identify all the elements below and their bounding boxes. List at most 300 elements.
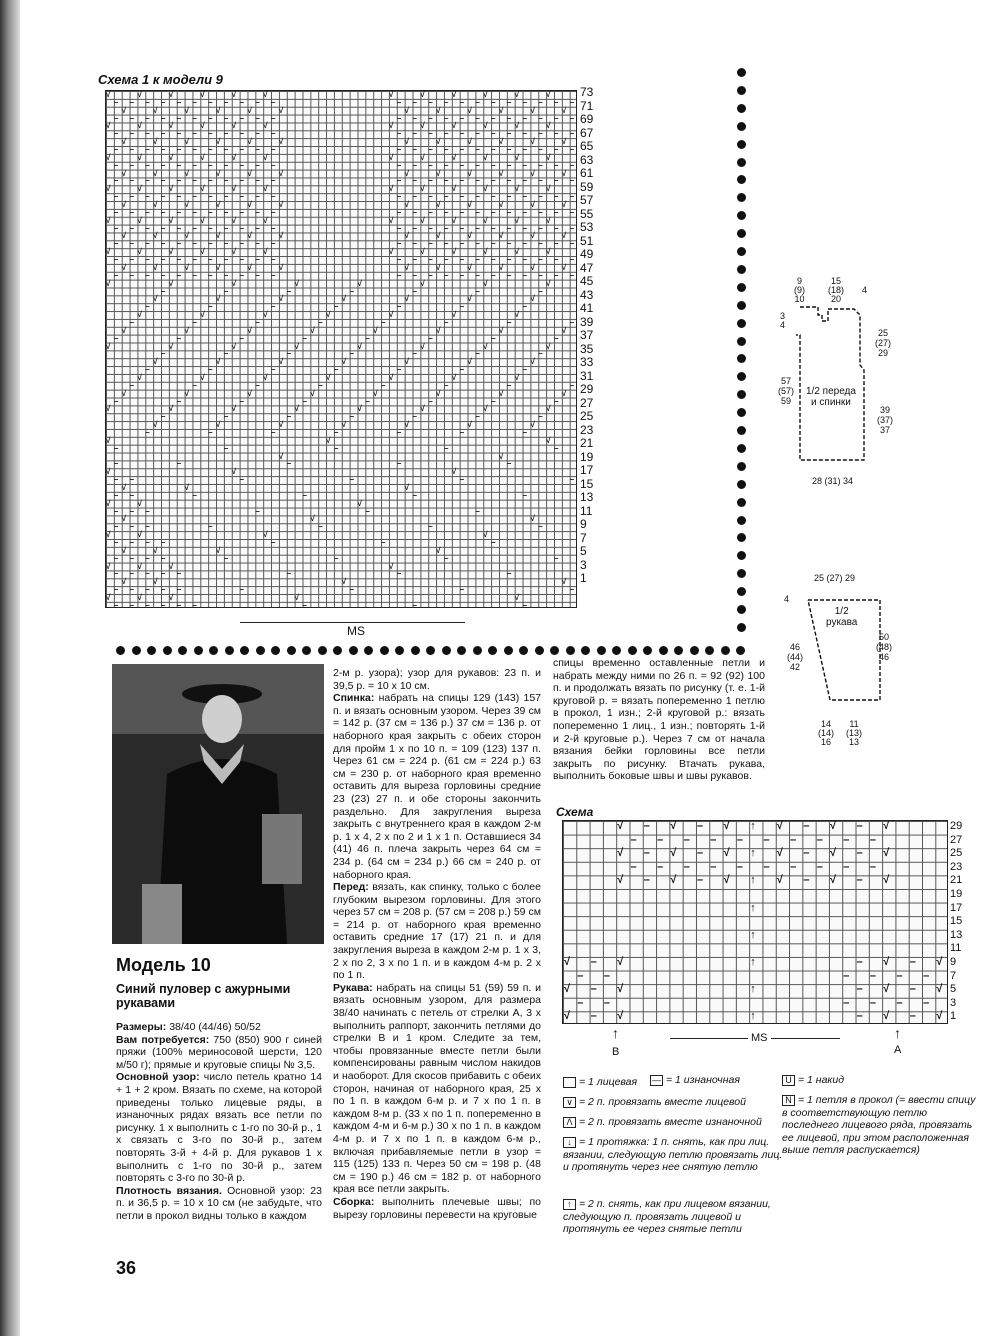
paragraph [333, 692, 541, 881]
stitch-symbol: – [192, 145, 197, 155]
stitch-symbol: – [145, 522, 150, 532]
stitch-symbol: – [129, 538, 135, 548]
stitch-symbol: – [522, 129, 528, 139]
stitch-symbol: – [396, 270, 402, 280]
paragraph-heading: Рукава: [333, 981, 373, 994]
stitch-symbol: √ [388, 215, 394, 225]
stitch-symbol: √ [483, 530, 488, 540]
stitch-symbol: – [475, 160, 480, 170]
stitch-symbol: √ [216, 262, 221, 272]
stitch-symbol: √ [231, 278, 237, 288]
stitch-symbol: – [208, 522, 213, 532]
stitch-symbol: – [113, 113, 119, 123]
stitch-symbol: – [161, 349, 166, 359]
stitch-symbol: – [113, 207, 119, 217]
row-number: 5 [580, 544, 587, 558]
stitch-symbol: √ [564, 1010, 571, 1023]
front-top-left: 9 (9) 10 [794, 276, 805, 304]
stitch-symbol: – [271, 223, 276, 233]
scheme2-ms-label: MS [748, 1032, 771, 1044]
stitch-symbol: √ [294, 404, 300, 414]
stitch-symbol: – [223, 207, 229, 217]
stitch-symbol: √ [263, 530, 268, 540]
stitch-symbol: – [506, 255, 512, 265]
stitch-symbol: – [161, 585, 166, 595]
stitch-symbol: √ [499, 262, 504, 272]
stitch-symbol: √ [530, 514, 535, 524]
stitch-symbol: √ [184, 325, 189, 335]
legend-skpo: ↓ = 1 протяжка: 1 п. снять, как при лиц. вязании, следующую петлю провязать лиц. и протянуть через нее снятую петлю [563, 1136, 783, 1173]
stitch-symbol: – [475, 97, 480, 107]
divider-dot [736, 646, 745, 655]
stitch-symbol: – [475, 145, 480, 155]
stitch-symbol: – [129, 490, 135, 500]
stitch-symbol: √ [561, 137, 567, 147]
stitch-symbol: – [506, 569, 512, 579]
stitch-symbol: – [113, 443, 119, 453]
stitch-symbol: √ [294, 278, 300, 288]
stitch-symbol: √ [106, 593, 111, 603]
stitch-symbol: – [683, 860, 690, 873]
stitch-symbol: √ [231, 467, 237, 477]
stitch-symbol: – [129, 600, 135, 610]
stitch-symbol: – [129, 553, 135, 563]
stitch-symbol: – [736, 860, 744, 873]
stitch-symbol: √ [530, 200, 535, 210]
stitch-symbol: – [522, 223, 528, 233]
stitch-symbol: – [657, 833, 664, 846]
stitch-symbol: √ [326, 435, 331, 445]
stitch-symbol: √ [216, 231, 221, 241]
stitch-symbol: – [208, 176, 213, 186]
stitch-symbol: √ [420, 184, 425, 194]
stitch-symbol: – [683, 833, 690, 846]
row-number: 53 [580, 220, 594, 234]
stitch-symbol: – [161, 600, 166, 610]
stitch-symbol: – [554, 255, 559, 265]
divider-dot [737, 444, 746, 453]
stitch-symbol: – [459, 302, 465, 312]
stitch-symbol: – [443, 443, 449, 453]
stitch-symbol: – [239, 207, 245, 217]
row-number: 15 [950, 915, 963, 928]
stitch-symbol: – [697, 820, 704, 832]
stitch-symbol: – [491, 160, 496, 170]
stitch-symbol: √ [936, 956, 943, 968]
stitch-symbol: – [396, 176, 402, 186]
stitch-symbol: √ [388, 184, 394, 194]
row-number: 9 [580, 517, 587, 531]
divider-dot [318, 646, 327, 655]
stitch-symbol: √ [451, 247, 457, 257]
stitch-symbol: – [869, 996, 877, 1009]
stitch-symbol: – [349, 412, 355, 422]
stitch-symbol: – [491, 97, 496, 107]
paragraph [333, 667, 541, 692]
stitch-symbol: – [318, 380, 323, 390]
divider-dot [737, 462, 746, 471]
stitch-symbol: √ [499, 105, 504, 115]
stitch-symbol: √ [357, 341, 362, 351]
stitch-symbol: √ [168, 215, 174, 225]
stitch-symbol: – [129, 239, 135, 249]
stitch-symbol: √ [467, 420, 472, 430]
stitch-symbol: √ [467, 137, 472, 147]
stitch-symbol: – [569, 585, 575, 595]
stitch-symbol: √ [263, 184, 268, 194]
stitch-symbol: √ [451, 310, 457, 320]
stitch-symbol: – [161, 412, 166, 422]
yarn-over-icon: U [782, 1075, 795, 1086]
model-subtitle: Синий пуловер с ажурными рукавами [116, 982, 291, 1010]
stitch-symbol: – [271, 129, 276, 139]
stitch-symbol: √ [483, 247, 488, 257]
row-number: 11 [580, 503, 593, 518]
stitch-symbol: – [538, 412, 543, 422]
stitch-symbol: – [192, 239, 197, 249]
stitch-symbol: – [349, 585, 355, 595]
row-number: 49 [580, 247, 594, 261]
stitch-symbol: – [522, 160, 528, 170]
stitch-symbol: – [255, 239, 260, 249]
stitch-symbol: – [554, 97, 559, 107]
stitch-symbol: – [223, 553, 229, 563]
divider-dot [380, 646, 389, 655]
stitch-symbol: – [396, 459, 402, 469]
stitch-symbol: √ [200, 310, 205, 320]
stitch-symbol: √ [514, 593, 520, 603]
stitch-symbol: – [223, 192, 229, 202]
divider-dot [628, 646, 637, 655]
stitch-symbol: √ [530, 137, 535, 147]
stitch-symbol: √ [546, 435, 551, 445]
stitch-symbol: – [569, 207, 575, 217]
stitch-symbol: – [161, 207, 166, 217]
stitch-symbol: – [333, 427, 339, 437]
stitch-symbol: – [506, 160, 512, 170]
stitch-symbol: – [349, 349, 355, 359]
stitch-symbol: √ [247, 137, 252, 147]
stitch-symbol: – [161, 223, 166, 233]
stitch-symbol: – [161, 553, 166, 563]
stitch-symbol: – [506, 97, 512, 107]
divider-dot [737, 229, 746, 238]
text-column-3: спицы временно оставленные петли и набрать между ними по 26 п. = 92 (92) 100 п. и продолжать вязать по рисунку (т. е. 1-й круговой р. = вязать попеременно 1 петлю в прокол, 1 изн.; 2-й круговой р.: вязать попеременно 1 лиц., 1 изн.; повторять 1-й и 2-й круговые р.). Через 7 см от начала вязания бейки горловины все петли закрыть по рисунку. Втачать рукава, выполнить боковые швы и швы рукавов. [553, 657, 765, 783]
stitch-symbol: √ [499, 325, 504, 335]
stitch-symbol: – [538, 145, 543, 155]
stitch-symbol: √ [617, 983, 624, 996]
stitch-symbol: – [538, 207, 543, 217]
stitch-symbol: – [475, 270, 480, 280]
stitch-symbol: – [459, 207, 465, 217]
stitch-symbol: – [590, 983, 597, 996]
stitch-symbol: – [145, 506, 150, 516]
stitch-symbol: – [590, 956, 597, 968]
stitch-symbol: √ [404, 262, 410, 272]
stitch-symbol: – [554, 129, 559, 139]
stitch-symbol: √ [670, 847, 677, 860]
stitch-symbol: – [569, 317, 575, 327]
stitch-symbol: √ [467, 168, 472, 178]
stitch-symbol: – [113, 239, 119, 249]
stitch-symbol: – [396, 160, 402, 170]
stitch-symbol: √ [936, 1010, 943, 1023]
stitch-symbol: √ [247, 200, 252, 210]
stitch-symbol: – [286, 569, 292, 579]
stitch-symbol: √ [106, 404, 111, 414]
paragraph-heading: Основной узор: [116, 1071, 200, 1084]
stitch-symbol: √ [341, 577, 347, 587]
stitch-symbol: – [538, 270, 543, 280]
stitch-symbol: – [113, 333, 119, 343]
stitch-symbol: – [145, 302, 150, 312]
divider-dot [426, 646, 435, 655]
stitch-symbol: – [428, 145, 433, 155]
stitch-symbol: – [223, 286, 229, 296]
stitch-symbol: – [459, 223, 465, 233]
stitch-symbol: – [271, 192, 276, 202]
stitch-symbol: – [239, 223, 245, 233]
stitch-symbol: √ [106, 215, 111, 225]
stitch-symbol: – [590, 1010, 597, 1023]
stitch-symbol: √ [231, 215, 237, 225]
stitch-symbol: – [365, 506, 370, 516]
stitch-symbol: √ [723, 874, 730, 887]
stitch-symbol: – [428, 396, 433, 406]
stitch-symbol: – [145, 538, 150, 548]
stitch-symbol: – [506, 317, 512, 327]
stitch-symbol: – [475, 412, 480, 422]
stitch-symbol: – [255, 160, 260, 170]
stitch-symbol: – [554, 396, 559, 406]
stitch-symbol: – [803, 874, 810, 887]
k2tog-icon: ∨ [563, 1097, 576, 1108]
stitch-symbol: √ [483, 121, 488, 131]
scheme2-symbols [562, 820, 948, 1024]
front-left: 57 (57) 59 [778, 376, 795, 406]
stitch-symbol: √ [168, 278, 174, 288]
stitch-symbol: – [475, 255, 480, 265]
stitch-symbol: – [192, 97, 197, 107]
stitch-symbol: – [475, 349, 480, 359]
divider-dot [737, 104, 746, 113]
front-right-bottom: 39 (37) 37 [877, 405, 894, 435]
stitch-symbol: √ [546, 215, 551, 225]
stitch-symbol: √ [883, 956, 890, 968]
stitch-symbol: – [412, 97, 417, 107]
stitch-symbol: √ [137, 561, 142, 571]
stitch-symbol: – [428, 333, 433, 343]
stitch-symbol: – [255, 207, 260, 217]
paragraph-heading: Перед: [333, 881, 369, 894]
stitch-symbol: √ [247, 388, 252, 398]
stitch-symbol: – [239, 255, 245, 265]
stitch-symbol: – [176, 97, 182, 107]
stitch-symbol: √ [231, 90, 237, 99]
stitch-symbol: √ [617, 847, 624, 860]
stitch-symbol: – [475, 506, 480, 516]
stitch-symbol: √ [121, 577, 127, 587]
stitch-symbol: – [506, 223, 512, 233]
stitch-symbol: √ [530, 262, 535, 272]
stitch-symbol: √ [357, 404, 362, 414]
divider-dot [737, 390, 746, 399]
stitch-symbol: – [443, 192, 449, 202]
stitch-symbol: – [176, 569, 182, 579]
stitch-symbol: √ [263, 310, 268, 320]
stitch-symbol: – [923, 996, 930, 1009]
stitch-symbol: √ [776, 847, 783, 860]
stitch-symbol: – [569, 160, 575, 170]
stitch-symbol: – [522, 427, 528, 437]
stitch-symbol: ↑ [750, 983, 756, 996]
stitch-symbol: √ [247, 168, 252, 178]
stitch-symbol: – [475, 207, 480, 217]
stitch-symbol: √ [231, 404, 237, 414]
stitch-symbol: √ [278, 231, 284, 241]
stitch-symbol: – [223, 412, 229, 422]
stitch-symbol: ↑ [750, 847, 756, 860]
stitch-symbol: – [491, 129, 496, 139]
stitch-symbol: – [255, 113, 260, 123]
stitch-symbol: √ [106, 467, 111, 477]
stitch-symbol: – [223, 255, 229, 265]
stitch-symbol: – [538, 255, 543, 265]
divider-dot [737, 68, 746, 77]
stitch-symbol: – [538, 223, 543, 233]
stitch-symbol: – [381, 538, 386, 548]
stitch-symbol: – [286, 349, 292, 359]
stitch-symbol: √ [883, 1010, 890, 1023]
stitch-symbol: – [459, 475, 465, 485]
stitch-symbol: – [459, 176, 465, 186]
stitch-symbol: √ [137, 310, 142, 320]
stitch-symbol: – [443, 160, 449, 170]
divider-dot [271, 646, 280, 655]
divider-dot [457, 646, 466, 655]
stitch-symbol: – [396, 223, 402, 233]
stitch-symbol: √ [106, 152, 111, 162]
stitch-symbol: – [161, 176, 166, 186]
stitch-symbol: √ [546, 341, 551, 351]
stitch-symbol: √ [231, 152, 237, 162]
stitch-symbol: – [161, 255, 166, 265]
stitch-symbol: – [856, 847, 863, 860]
row-number: 1 [580, 571, 587, 585]
stitch-symbol: – [643, 820, 650, 832]
stitch-symbol: – [475, 192, 480, 202]
stitch-symbol: √ [436, 137, 441, 147]
stitch-symbol: √ [200, 215, 205, 225]
stitch-symbol: – [491, 255, 496, 265]
stitch-symbol: – [522, 239, 528, 249]
stitch-symbol: – [129, 317, 135, 327]
stitch-symbol: √ [121, 388, 127, 398]
stitch-symbol: – [443, 145, 449, 155]
stitch-symbol: – [396, 239, 402, 249]
paragraph-text: число петель кратно 14 + 1 + 2 кром. Вязать по схеме, на которой приведены только лицевые ряды, в изнаночных рядах вязать все петли по рисунку. 1 х выполнить с 1-го по 30-й р., 1 х связать с 3-го по 30-й р., затем повторять 3-й + 4-й р. Для рукавов 1 х выполнить с 1-го по 30-й р., затем повторять с 3-го по 30-й р. [116, 1071, 322, 1185]
row-number: 17 [580, 463, 594, 477]
row-number: 59 [580, 179, 594, 194]
row-number: 43 [580, 287, 594, 302]
row-number: 51 [580, 233, 594, 248]
stitch-symbol: √ [121, 514, 127, 524]
stitch-symbol: √ [617, 874, 624, 887]
stitch-symbol: √ [137, 247, 142, 257]
stitch-symbol: – [113, 176, 119, 186]
divider-dot [737, 86, 746, 95]
legend-knit: = 1 лицевая [563, 1076, 637, 1089]
stitch-symbol: – [176, 255, 182, 265]
divider-dot [737, 605, 746, 614]
stitch-symbol: – [145, 113, 150, 123]
stitch-symbol: √ [883, 874, 890, 887]
divider-dot [643, 646, 652, 655]
stitch-symbol: √ [184, 262, 189, 272]
legend-knit-below: N = 1 петля в прокол (= ввести спицу в соответствующую петлю последнего лицевого ряда, провязать ее лицевой, при этом расположенная выше петля распускается) [782, 1094, 976, 1156]
stitch-symbol: – [239, 97, 245, 107]
stitch-symbol: √ [830, 847, 837, 860]
row-number: 65 [580, 139, 594, 153]
stitch-symbol: – [176, 239, 182, 249]
stitch-symbol: – [443, 255, 449, 265]
stitch-symbol: √ [121, 137, 127, 147]
stitch-symbol: – [856, 956, 863, 968]
stitch-symbol: – [506, 113, 512, 123]
divider-dot [737, 498, 746, 507]
stitch-symbol: – [459, 113, 465, 123]
stitch-symbol: – [643, 847, 650, 860]
stitch-symbol: √ [388, 90, 394, 99]
divider-dot [737, 354, 746, 363]
stitch-symbol: ↑ [750, 901, 756, 914]
stitch-symbol: – [192, 380, 197, 390]
stitch-symbol: √ [514, 184, 520, 194]
stitch-symbol: – [428, 113, 433, 123]
stitch-symbol: √ [561, 231, 567, 241]
stitch-symbol: – [459, 239, 465, 249]
stitch-symbol: √ [278, 105, 284, 115]
row-number: 11 [950, 942, 962, 955]
stitch-symbol: – [428, 270, 433, 280]
stitch-symbol: – [271, 97, 276, 107]
row-number: 63 [580, 152, 594, 167]
page-edge [0, 0, 20, 1336]
stitch-symbol: – [113, 255, 119, 265]
stitch-symbol: – [506, 145, 512, 155]
divider-dot [690, 646, 699, 655]
paragraph-heading: Размеры: [116, 1021, 167, 1033]
stitch-symbol: – [208, 270, 213, 280]
stitch-symbol: √ [483, 278, 488, 288]
stitch-symbol: √ [278, 420, 284, 430]
stitch-symbol: √ [278, 262, 284, 272]
stitch-symbol: √ [137, 593, 142, 603]
text-column-2 [333, 667, 541, 1221]
stitch-symbol: – [412, 129, 417, 139]
paragraph-text: вязать, как спинку, только с более глубоким вырезом горловины. Для этого через 57 см = 208 р. (57 см = 208 р.) 59 см = 214 р. от наборного края временно оставить средние 17 (17) 21 п. и для закругления выреза в каждом 2-м р. 1 х 3, 2 х по 2, 3 х по 1 п. и в каждом 4-м р. 2 х по 1 п. [333, 881, 541, 982]
divider-dot [737, 175, 746, 184]
stitch-symbol: √ [153, 294, 158, 304]
stitch-symbol: – [161, 129, 166, 139]
divider-dot [535, 646, 544, 655]
row-number: 5 [950, 983, 957, 996]
stitch-symbol: – [538, 113, 543, 123]
stitch-symbol: – [630, 833, 637, 846]
stitch-symbol: – [569, 145, 575, 155]
stitch-symbol: √ [216, 420, 221, 430]
stitch-symbol: – [856, 1010, 863, 1023]
